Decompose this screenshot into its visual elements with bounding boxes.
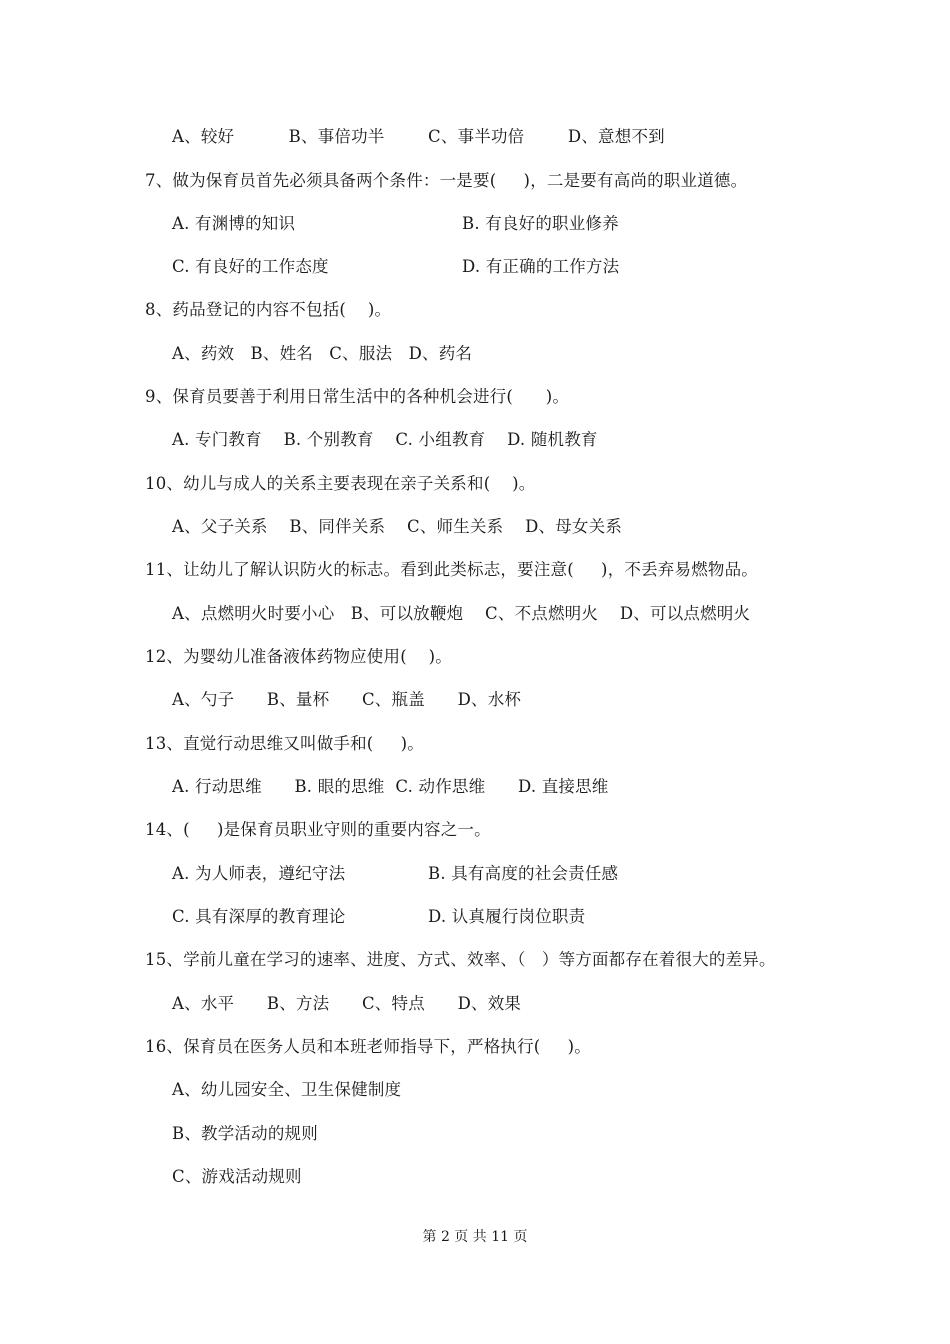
q14-option-c: C. 具有深厚的教育理论 (172, 907, 346, 926)
q14-option-b: B. 具有高度的社会责任感 (428, 864, 619, 883)
q10-stem: 10、幼儿与成人的关系主要表现在亲子关系和( )。 (145, 474, 536, 493)
page-footer: 第 2 页 共 11 页 (422, 1229, 528, 1245)
q10-options: A、父子关系 B、同伴关系 C、师生关系 D、母女关系 (172, 517, 623, 536)
q7-option-b: B. 有良好的职业修养 (462, 214, 619, 233)
q11-stem: 11、让幼儿了解认识防火的标志。看到此类标志，要注意( )，不丢弃易燃物品。 (145, 560, 758, 579)
q13-options: A. 行动思维 B. 眼的思维 C. 动作思维 D. 直接思维 (172, 777, 609, 796)
q12-options: A、勺子 B、量杯 C、瓶盖 D、水杯 (172, 690, 522, 709)
q7-stem: 7、做为保育员首先必须具备两个条件：一是要( )，二是要有高尚的职业道德。 (145, 171, 748, 190)
q8-options: A、药效 B、姓名 C、服法 D、药名 (172, 344, 473, 363)
q9-options: A. 专门教育 B. 个别教育 C. 小组教育 D. 随机教育 (172, 430, 598, 449)
q8-stem: 8、药品登记的内容不包括( )。 (145, 300, 392, 319)
q12-stem: 12、为婴幼儿准备液体药物应使用( )。 (145, 647, 452, 666)
q11-options: A、点燃明火时要小心 B、可以放鞭炮 C、不点燃明火 D、可以点燃明火 (172, 604, 751, 623)
q15-stem: 15、学前儿童在学习的速率、进度、方式、效率、（ ）等方面都存在着很大的差异。 (145, 950, 776, 969)
q16-option-c: C、游戏活动规则 (172, 1167, 302, 1186)
q7-option-d: D. 有正确的工作方法 (462, 257, 620, 276)
q14-option-a: A. 为人师表，遵纪守法 (172, 864, 346, 883)
q6-options: A、较好 B、事倍功半 C、事半功倍 D、意想不到 (172, 127, 665, 146)
q13-stem: 13、直觉行动思维又叫做手和( )。 (145, 734, 424, 753)
q14-stem: 14、( )是保育员职业守则的重要内容之一。 (145, 820, 491, 839)
q16-stem: 16、保育员在医务人员和本班老师指导下，严格执行( )。 (145, 1037, 591, 1056)
q16-option-a: A、幼儿园安全、卫生保健制度 (172, 1080, 402, 1099)
q15-options: A、水平 B、方法 C、特点 D、效果 (172, 994, 522, 1013)
q16-option-b: B、教学活动的规则 (172, 1124, 318, 1143)
q7-option-a: A. 有渊博的知识 (172, 214, 296, 233)
q7-option-c: C. 有良好的工作态度 (172, 257, 329, 276)
q14-option-d: D. 认真履行岗位职责 (428, 907, 586, 926)
q9-stem: 9、保育员要善于利用日常生活中的各种机会进行( )。 (145, 387, 570, 406)
